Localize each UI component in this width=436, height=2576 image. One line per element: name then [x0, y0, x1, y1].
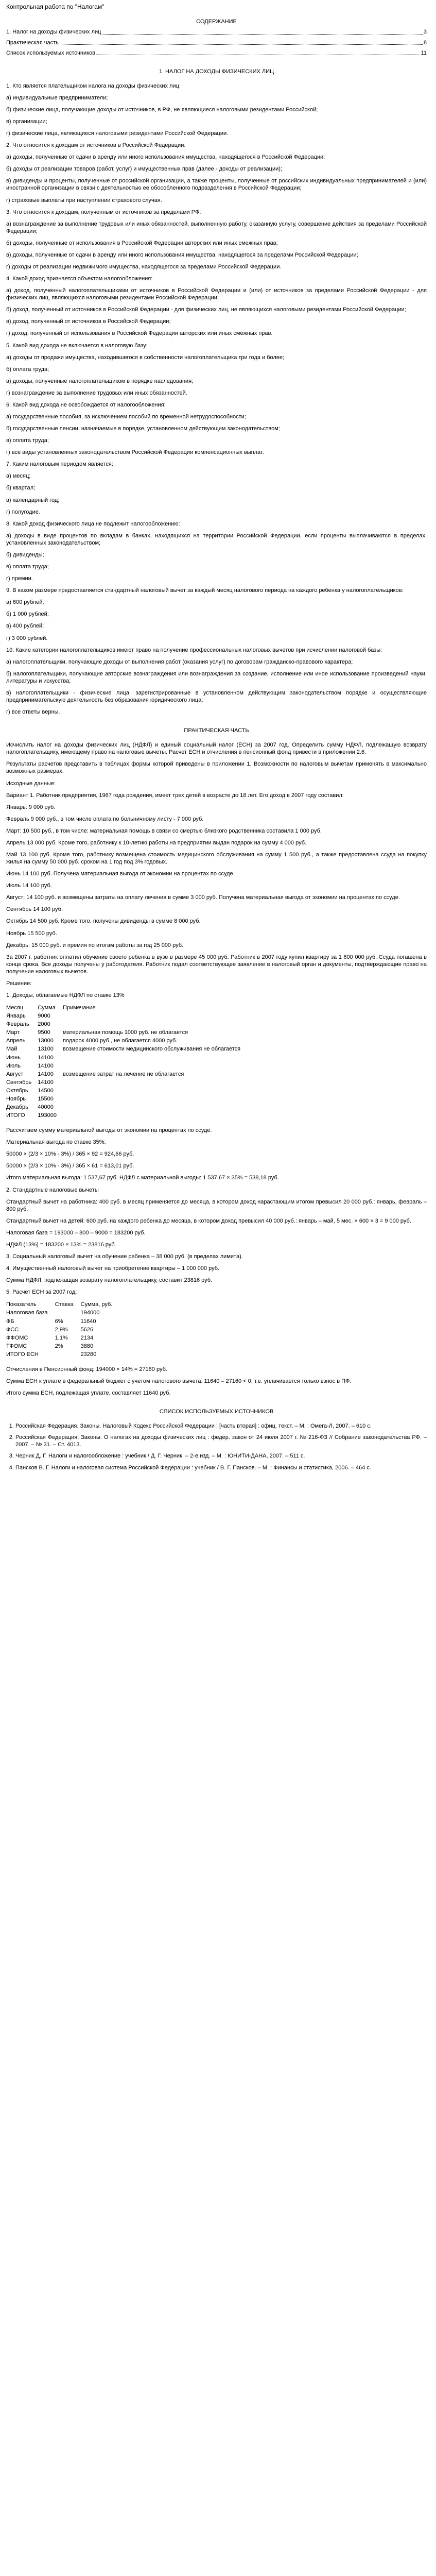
- table-row: [6, 1020, 247, 1028]
- section-1-paragraph: 1. Кто является плательщиком налога на доходы физических лиц:: [6, 82, 181, 89]
- reference-item: 1. Российская Федерация. Законы. Налоговый Кодекс Российской Федерации : [часть вторая] : офиц. текст. – М. : Омега-Л, 2007. – 610 с.: [15, 1422, 427, 1430]
- section-1-paragraph: г) все ответы верны.: [6, 709, 60, 716]
- table-cell: Октябрь: [6, 1087, 28, 1094]
- table-cell: [63, 1020, 247, 1028]
- table-cell: 14100: [38, 1054, 54, 1061]
- table-row: [6, 1350, 119, 1359]
- practical-intro-paragraph: Исходные данные:: [6, 780, 56, 787]
- table-cell: 2000: [38, 1021, 50, 1028]
- section-1-paragraph: 10. Какие категории налогоплательщиков имеют право на получение профессиональных налоговых вычетов при исчислении налоговой базы:: [6, 647, 382, 653]
- practical-data-paragraph: Март: 10 500 руб., в том числе: материальная помощь в связи со смертью близкого родственника составила 1 000 руб.: [6, 827, 322, 834]
- table-cell: материальная помощь 1000 руб. не облагается: [63, 1029, 188, 1036]
- table-cell: Январь: [6, 1013, 26, 1020]
- table-cell: 14500: [38, 1087, 54, 1094]
- table-cell: [63, 1111, 247, 1120]
- section-1-paragraph: б) дивиденды;: [6, 551, 44, 558]
- section-1-paragraph: 4. Какой доход признается объектом налогообложения:: [6, 276, 153, 282]
- section-1-paragraph: г) страховые выплаты при наступлении страхового случая.: [6, 197, 162, 204]
- toc-heading: СОДЕРЖАНИЕ: [196, 19, 237, 25]
- table-cell: 14100: [38, 1071, 54, 1077]
- toc-entry-page: 11: [421, 49, 427, 56]
- practical-heading: ПРАКТИЧЕСКАЯ ЧАСТЬ: [184, 727, 249, 734]
- table-row: [6, 1028, 247, 1037]
- calculation-paragraph: 50000 × (2/3 × 10% - 3%) / 365 × 61 = 613,01 руб.: [6, 1163, 134, 1170]
- table-cell: [63, 1078, 247, 1087]
- practical-data-paragraph: Октябрь 14 500 руб. Кроме того, получены дивиденды в сумме 8 000 руб.: [6, 918, 201, 925]
- section-1-paragraph: б) 1 000 рублей;: [6, 611, 49, 618]
- toc-entry[interactable]: [6, 28, 427, 36]
- toc-entry[interactable]: [6, 39, 427, 46]
- section-1-paragraph: а) государственные пособия, за исключением пособий по временной нетрудоспособности;: [6, 414, 246, 420]
- table-row: [6, 1342, 119, 1350]
- section-1-paragraph: г) 3 000 рублей.: [6, 635, 48, 641]
- section-1-paragraph: а) доход, полученный налогоплательщиками от источников в Российской Федерации и (или) от источников за пределами Российской Федерации - для физических лиц, являющихся налоговыми резидентами Российской Федерации;: [6, 287, 427, 301]
- table-cell: [63, 1062, 247, 1070]
- table-cell: 5626: [80, 1326, 94, 1333]
- conclusion-body: [6, 1366, 427, 1397]
- table-cell: 15500: [38, 1095, 54, 1102]
- section-1-paragraph: 9. В каком размере предоставляется стандартный налоговый вычет за каждый месяц налогового периода на каждого ребенка у налогоплательщиков:: [6, 587, 404, 594]
- calculation-paragraph: 3. Социальный налоговый вычет на обучение ребенка – 38 000 руб. (в пределах лимита).: [6, 1253, 243, 1260]
- section-1-paragraph: г) премии.: [6, 575, 33, 582]
- practical-intro-paragraph: Результаты расчетов представить в таблицах формы которой приведены в приложении 1. Возможности по налоговым вычетам применять в максимально возможных размерах.: [6, 761, 427, 775]
- conclusion-paragraph: Отчисления в Пенсионный фонд: 194000 × 14% = 27160 руб.: [6, 1366, 167, 1372]
- table-cell: Июль: [6, 1062, 21, 1069]
- table-cell: [63, 1012, 247, 1020]
- reference-item: 2. Российская Федерация. Законы. О налогах на доходы физических лиц : федер. закон от 24 июля 2007 г. № 216-ФЗ // Собрание законодательства РФ. – 2007. – № 31. – Ст. 4013.: [15, 1434, 427, 1448]
- header-cell: Месяц: [6, 1005, 24, 1011]
- section-1-paragraph: в) оплата труда;: [6, 564, 49, 570]
- table-cell: Май: [6, 1046, 18, 1053]
- section-1-paragraph: г) вознаграждение за выполнение трудовых или иных обязанностей.: [6, 389, 187, 396]
- table-cell: 14100: [38, 1079, 54, 1086]
- toc-entry-label: 1. Налог на доходы физических лиц: [6, 29, 101, 36]
- calculation-paragraph: НДФЛ (13%) = 183200 × 13% = 23816 руб.: [6, 1241, 116, 1248]
- section-1-paragraph: г) физические лица, являющиеся налоговыми резидентами Российской Федерации.: [6, 130, 229, 137]
- calculation-paragraph: Материальная выгода по ставке 35%:: [6, 1139, 106, 1146]
- toc-entry[interactable]: [6, 49, 427, 57]
- table-cell: 2134: [80, 1334, 94, 1341]
- esn-table-header: [6, 1300, 119, 1309]
- toc-leader-dots: [102, 34, 422, 35]
- table-row: [6, 1317, 119, 1326]
- section-1-paragraph: г) все виды установленных законодательством Российской Федерации компенсационных выплат.: [6, 449, 264, 456]
- table-cell: 193000: [38, 1112, 57, 1119]
- table-cell: 6%: [55, 1318, 63, 1325]
- table-row: [6, 1062, 247, 1070]
- table-row: [6, 1334, 119, 1342]
- document-title: Контрольная работа по "Налогам": [6, 3, 104, 10]
- calculation-paragraph: Сумма НДФЛ, подлежащая возврату налогоплательщику, составит 23816 руб.: [6, 1277, 213, 1284]
- section-1-paragraph: б) налогоплательщики, получающие авторские вознаграждения или вознаграждения за создание, исполнение или иное использование произведений науки, литературы и искусства;: [6, 670, 427, 684]
- table-row: [6, 1054, 247, 1062]
- section-1-paragraph: б) квартал;: [6, 485, 36, 492]
- toc-entry-page: 3: [423, 29, 427, 36]
- table-row: [6, 1103, 247, 1111]
- table-cell: ФСС: [6, 1326, 19, 1333]
- section-1-paragraph: б) государственные пенсии, назначаемые в порядке, установленном действующим законодательством;: [6, 426, 280, 432]
- section-1-paragraph: б) физические лица, получающие доходы от источников, в РФ, не являющиеся налоговыми резидентами Российской;: [6, 106, 318, 113]
- calculation-paragraph: 2. Стандартные налоговые вычеты: [6, 1187, 99, 1193]
- table-cell: Ноябрь: [6, 1095, 26, 1102]
- practical-data-paragraph: Ноябрь 15 500 руб.: [6, 930, 57, 937]
- section-1-paragraph: в) дивиденды и проценты, полученные от российской организации, а также проценты, полученные от российских индивидуальных предпринимателей и (или) иностранной организации в связи с деятельностью ее обособленного подразделения в Российской Федерации;: [6, 178, 427, 192]
- table-row: [6, 1070, 247, 1078]
- table-cell: 23280: [80, 1351, 97, 1358]
- table-of-contents: [6, 28, 427, 56]
- section-1-paragraph: а) месяц;: [6, 473, 31, 480]
- table-cell: 3880: [80, 1343, 94, 1349]
- toc-entry-page: 8: [423, 39, 427, 46]
- calculation-paragraph: Рассчитаем сумму материальной выгоды от экономии на процентах по ссуде.: [6, 1127, 212, 1134]
- table-cell: 2%: [55, 1343, 63, 1349]
- table-cell: ИТОГО ЕСН: [6, 1351, 39, 1358]
- table-cell: возмещение стоимости медицинского обслуживания не облагается: [63, 1046, 241, 1053]
- table-row: [6, 1037, 247, 1045]
- practical-data-paragraph: Август: 14 100 руб. и возмещены затраты на оплату лечения в сумме 3 000 руб. Получена материальная выгода от экономии на процентах по ссуде.: [6, 894, 400, 901]
- table-cell: ФБ: [6, 1318, 14, 1325]
- section-1-paragraph: б) доходы, полученные от использования в Российской Федерации авторских или иных смежных прав;: [6, 240, 278, 246]
- table-row: [6, 1111, 247, 1120]
- section-1-paragraph: б) доход, полученный от источников в Российской Федерации - для физических лиц, не являющихся налоговыми резидентами Российской Федерации;: [6, 307, 406, 313]
- section-1-heading: 1. НАЛОГ НА ДОХОДЫ ФИЗИЧЕСКИХ ЛИЦ: [159, 68, 274, 75]
- section-1-paragraph: в) налогоплательщики - физические лица, зарегистрированные в установленном действующим законодательством порядке и осуществляющие предпринимательскую деятельность без образования юридического лица;: [6, 689, 427, 703]
- monthly-income-table: [6, 1004, 247, 1120]
- section-1-paragraph: в) доходы, полученные от сдачи в аренду или иного использования имущества, находящегося за пределами Российской Федерации;: [6, 251, 358, 258]
- table-cell: [63, 1103, 247, 1111]
- table-cell: [55, 1350, 81, 1359]
- section-1-paragraph: а) налогоплательщики, получающие доходы от выполнения работ (оказания услуг) по договорам гражданско-правового характера;: [6, 658, 353, 665]
- practical-data-paragraph: Февраль 9 000 руб., в том числе оплата по больничному листу - 7 000 руб.: [6, 816, 204, 822]
- month-table-header: [6, 1004, 247, 1012]
- section-1-paragraph: а) индивидуальные предприниматели;: [6, 94, 108, 101]
- calculation-paragraph: Стандартный вычет на работника: 400 руб. в месяц применяется до месяца, в котором доход нарастающим итогом превысил 20 000 руб.: январь, февраль – 800 руб.: [6, 1198, 427, 1212]
- table-row: [6, 1045, 247, 1053]
- table-row: [6, 1326, 119, 1334]
- practical-data-paragraph: Апрель 13 000 руб. Кроме того, работнику к 10-летию работы на предприятии выдан подарок на сумму 4 000 руб.: [6, 839, 307, 846]
- practical-data-paragraph: Вариант 1. Работник предприятия, 1967 года рождения, имеет трех детей в возрасте до 18 лет. Его доход в 2007 году составил:: [6, 792, 344, 799]
- table-cell: ТФОМС: [6, 1343, 27, 1349]
- table-cell: возмещение затрат на лечение не облагается: [63, 1071, 184, 1077]
- references-list: [6, 1422, 427, 1471]
- table-cell: Декабрь: [6, 1104, 28, 1111]
- table-cell: 14100: [38, 1062, 54, 1069]
- table-cell: Февраль: [6, 1021, 29, 1028]
- section-1-body: [6, 82, 427, 716]
- toc-entry-label: Практическая часть: [6, 39, 59, 46]
- header-cell: Сумма: [38, 1005, 56, 1011]
- conclusion-paragraph: Сумма ЕСН к уплате в федеральный бюджет с учетом налогового вычета: 11640 – 27160 < 0, т.е. уплачивается только взнос в ПФ.: [6, 1378, 352, 1384]
- table-cell: 194000: [80, 1310, 100, 1316]
- section-1-paragraph: а) доходы от продажи имущества, находившегося в собственности налогоплательщика три года и более;: [6, 354, 285, 361]
- calculation-paragraph: 5. Расчет ЕСН за 2007 год:: [6, 1289, 77, 1296]
- practical-data-paragraph: Декабрь: 15 000 руб. и премия по итогам работы за год 25 000 руб.: [6, 942, 184, 948]
- section-1-paragraph: в) календарный год;: [6, 497, 60, 503]
- practical-data-paragraph: Январь: 9 000 руб.: [6, 804, 56, 810]
- table-cell: 11640: [80, 1318, 96, 1325]
- header-cell: Ставка: [55, 1301, 74, 1308]
- section-1-paragraph: б) доходы от реализации товаров (работ, услуг) и имущественных прав (далее - доходы от реализации);: [6, 166, 282, 173]
- table-cell: [63, 1054, 247, 1062]
- calculation-paragraph: Стандартный вычет на детей: 600 руб. на каждого ребенка до месяца, в котором доход превысил 40 000 руб.: январь – май, 5 мес. × 600 × 3 = 9 000 руб.: [6, 1217, 411, 1224]
- practical-intro: [6, 741, 427, 787]
- section-1-paragraph: а) вознаграждение за выполнение трудовых или иных обязанностей, выполненную работу, оказанную услугу, совершение действия за пределами Российской Федерации;: [6, 221, 427, 234]
- step-1: 1. Доходы, облагаемые НДФЛ по ставке 13%: [6, 992, 125, 998]
- practical-data-paragraph: За 2007 г. работник оплатил обучение своего ребенка в вузе в размере 45 000 руб. Работник в 2007 году купил квартиру за 1 600 000 руб. Ссуда погашена в конце срока. Все доходы получены у работодателя. Работник подал соответствующее заявление в налоговый орган и документы, подтверждающие право на получение налоговых вычетов.: [6, 954, 427, 975]
- table-cell: 1,1%: [55, 1334, 68, 1341]
- practical-data-paragraph: Июль 14 100 руб.: [6, 883, 52, 889]
- section-1-paragraph: г) полугодие.: [6, 509, 40, 515]
- solution-heading: Решение:: [6, 980, 32, 987]
- section-1-paragraph: г) доходы от реализации недвижимого имущества, находящегося за пределами Российской Федерации.: [6, 264, 282, 270]
- section-1-paragraph: 8. Какой доход физического лица не подлежит налогообложению:: [6, 520, 180, 527]
- calculation-paragraph: 4. Имущественный налоговый вычет на приобретение квартиры – 1 000 000 руб.: [6, 1265, 220, 1272]
- section-1-paragraph: в) 400 рублей;: [6, 623, 44, 630]
- table-cell: подарок 4000 руб., не облагается 4000 руб.: [63, 1038, 178, 1044]
- calculation-paragraph: Налоговая база = 193000 – 800 – 9000 = 183200 руб.: [6, 1229, 146, 1236]
- table-cell: 9500: [38, 1029, 50, 1036]
- table-cell: 13000: [38, 1038, 54, 1044]
- table-cell: Апрель: [6, 1038, 26, 1044]
- table-cell: 13100: [38, 1046, 54, 1053]
- section-1-paragraph: 7. Каким налоговым периодом является:: [6, 461, 113, 468]
- section-1-paragraph: 6. Какой вид дохода не освобождается от налогообложения:: [6, 401, 166, 408]
- references-heading: СПИСОК ИСПОЛЬЗУЕМЫХ ИСТОЧНИКОВ: [159, 1409, 274, 1415]
- header-cell: Примечание: [63, 1005, 96, 1011]
- header-cell: Сумма, руб.: [80, 1301, 113, 1308]
- table-cell: [55, 1309, 81, 1317]
- esn-table: [6, 1300, 119, 1359]
- practical-intro-paragraph: Исчислить налог на доходы физических лиц (НДФЛ) и единый социальный налог (ЕСН) за 2007 год. Определить сумму НДФЛ, подлежащую возврату налогоплательщику, имеющему право на налоговые вычеты. Расчет ЕСН и отчисления в пенсионный фонд привести в приложении 2.6.: [6, 742, 427, 756]
- calculation-paragraph: 50000 × (2/3 × 10% - 3%) / 365 × 92 = 924,66 руб.: [6, 1151, 134, 1158]
- section-1-paragraph: а) доходы, полученные от сдачи в аренду или иного использования имущества, находящегося в Российской Федерации;: [6, 154, 325, 161]
- table-cell: Март: [6, 1029, 20, 1036]
- practical-data-paragraph: Июнь 14 100 руб. Получена материальная выгода от экономии на процентах по ссуде.: [6, 871, 235, 877]
- table-cell: Август: [6, 1071, 24, 1077]
- conclusion-paragraph: Итого сумма ЕСН, подлежащая уплате, составляет 11640 руб.: [6, 1390, 171, 1397]
- section-1-paragraph: в) доход, полученный от источников в Российской Федерации;: [6, 318, 171, 325]
- section-1-paragraph: 3. Что относится к доходам, полученным от источников за пределами РФ:: [6, 209, 201, 215]
- section-1-paragraph: а) 600 рублей;: [6, 599, 44, 606]
- reference-item: 3. Черник Д. Г. Налоги и налогообложение : учебник / Д. Г. Черник. – 2-е изд. – М. : ЮНИТИ-ДАНА, 2007. – 511 с.: [15, 1452, 427, 1460]
- section-1-paragraph: в) организации;: [6, 118, 47, 125]
- table-row: [6, 1095, 247, 1103]
- calculation-paragraph: Итого материальная выгода: 1 537,67 руб. НДФЛ с материальной выгоды: 1 537,67 × 35% = 538,18 руб.: [6, 1175, 279, 1181]
- table-cell: ФФОМС: [6, 1334, 28, 1341]
- calculation-body: [6, 1127, 427, 1296]
- header-cell: Показатель: [6, 1301, 37, 1308]
- section-1-paragraph: б) оплата труда;: [6, 366, 49, 372]
- practical-source-data: [6, 792, 427, 975]
- practical-data-paragraph: Сентябрь 14 100 руб.: [6, 906, 63, 913]
- section-1-paragraph: в) оплата труда;: [6, 437, 49, 444]
- table-cell: Налоговая база: [6, 1310, 48, 1316]
- section-1-paragraph: в) доходы, полученные налогоплательщиком в порядке наследования;: [6, 378, 194, 384]
- section-1-paragraph: г) доход, полученный от использования в Российской Федерации авторских или иных смежных прав.: [6, 330, 273, 337]
- table-row: [6, 1012, 247, 1020]
- section-1-paragraph: 5. Какой вид дохода не включается в налоговую базу:: [6, 342, 148, 349]
- table-cell: [63, 1095, 247, 1103]
- section-1-paragraph: 2. Что относится к доходам от источников в Российской Федерации:: [6, 142, 186, 149]
- table-cell: 2,9%: [55, 1326, 68, 1333]
- reference-item: 4. Пансков В. Г. Налоги и налоговая система Российской Федерации : учебник / В. Г. Пансков. – М. : Финансы и статистика, 2006. – 464 с.: [15, 1464, 427, 1471]
- table-cell: ИТОГО: [6, 1112, 25, 1119]
- table-cell: Июнь: [6, 1054, 21, 1061]
- section-1-paragraph: а) доходы в виде процентов по вкладам в банках, находящихся на территории Российской Федерации, если проценты выплачиваются в пределах, установленных законодательством;: [6, 532, 427, 546]
- table-row: [6, 1078, 247, 1087]
- table-cell: 9000: [38, 1013, 50, 1020]
- table-cell: [63, 1087, 247, 1095]
- table-cell: Сентябрь: [6, 1079, 32, 1086]
- toc-entry-label: Список используемых источников: [6, 49, 96, 56]
- table-row: [6, 1309, 119, 1317]
- practical-data-paragraph: Май 13 100 руб. Кроме того, работнику возмещена стоимость медицинского обслуживания на сумму 1 500 руб., а также предоставлена ссуда на покупку жилья на сумму 50 000 руб. сроком на 1 год под 3% годовых.: [6, 851, 427, 866]
- table-cell: 40000: [38, 1104, 54, 1111]
- toc-leader-dots: [60, 44, 423, 45]
- table-row: [6, 1087, 247, 1095]
